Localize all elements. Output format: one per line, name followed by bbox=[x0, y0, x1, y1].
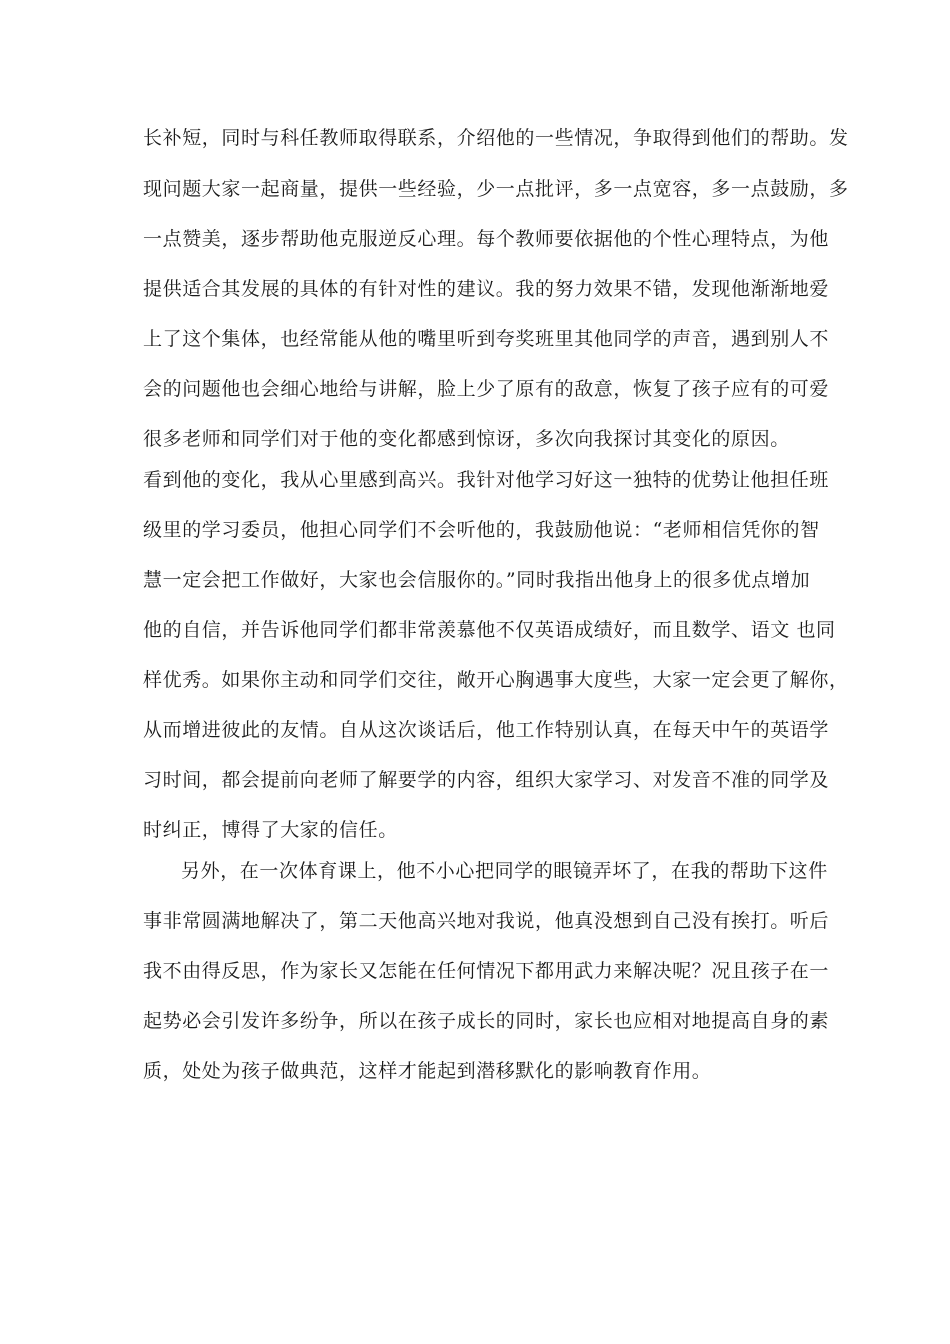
text-line: 样优秀。如果你主动和同学们交往，敞开心胸遇事大度些，大家一定会更了解你， bbox=[143, 669, 849, 691]
text-line: 现问题大家一起商量，提供一些经验，少一点批评，多一点宽容，多一点鼓励，多 bbox=[143, 178, 849, 200]
text-line: 看到他的变化，我从心里感到高兴。我针对他学习好这一独特的优势让他担任班 bbox=[143, 469, 830, 491]
text-line: 时纠正，博得了大家的信任。 bbox=[143, 819, 398, 841]
text-line: 很多老师和同学们对于他的变化都感到惊讶，多次向我探讨其变化的原因。 bbox=[143, 428, 790, 450]
text-line: 一点赞美，逐步帮助他克服逆反心理。每个教师要依据他的个性心理特点，为他 bbox=[143, 228, 830, 250]
text-line: 提供适合其发展的具体的有针对性的建议。我的努力效果不错，发现他渐渐地爱 bbox=[143, 278, 830, 300]
text-line: 慧一定会把工作做好，大家也会信服你的。”同时我指出他身上的很多优点增加 bbox=[143, 569, 811, 591]
text-line: 会的问题他也会细心地给与讲解，脸上少了原有的敌意，恢复了孩子应有的可爱 bbox=[143, 378, 830, 400]
text-line: 习时间，都会提前向老师了解要学的内容，组织大家学习、对发音不准的同学及 bbox=[143, 769, 830, 791]
text-line: 事非常圆满地解决了，第二天他高兴地对我说，他真没想到自己没有挨打。听后 bbox=[143, 910, 830, 932]
text-line: 上了这个集体，也经常能从他的嘴里听到夸奖班里其他同学的声音，遇到别人不 bbox=[143, 328, 830, 350]
paragraph-first-line: 另外，在一次体育课上，他不小心把同学的眼镜弄坏了，在我的帮助下这件 bbox=[181, 860, 828, 882]
text-line: 他的自信，并告诉他同学们都非常羡慕他不仅英语成绩好，而且数学、语文 也同 bbox=[143, 619, 836, 641]
text-line: 起势必会引发许多纷争，所以在孩子成长的同时，家长也应相对地提高自身的素 bbox=[143, 1010, 830, 1032]
text-line: 从而增进彼此的友情。自从这次谈话后，他工作特别认真，在每天中午的英语学 bbox=[143, 719, 830, 741]
text-line: 级里的学习委员，他担心同学们不会听他的，我鼓励他说：“老师相信凭你的智 bbox=[143, 519, 820, 541]
text-line: 长补短，同时与科任教师取得联系，介绍他的一些情况，争取得到他们的帮助。发 bbox=[143, 127, 849, 149]
text-line: 我不由得反思，作为家长又怎能在任何情况下都用武力来解决呢？况且孩子在一 bbox=[143, 960, 830, 982]
text-line: 质，处处为孩子做典范，这样才能起到潜移默化的影响教育作用。 bbox=[143, 1060, 712, 1082]
